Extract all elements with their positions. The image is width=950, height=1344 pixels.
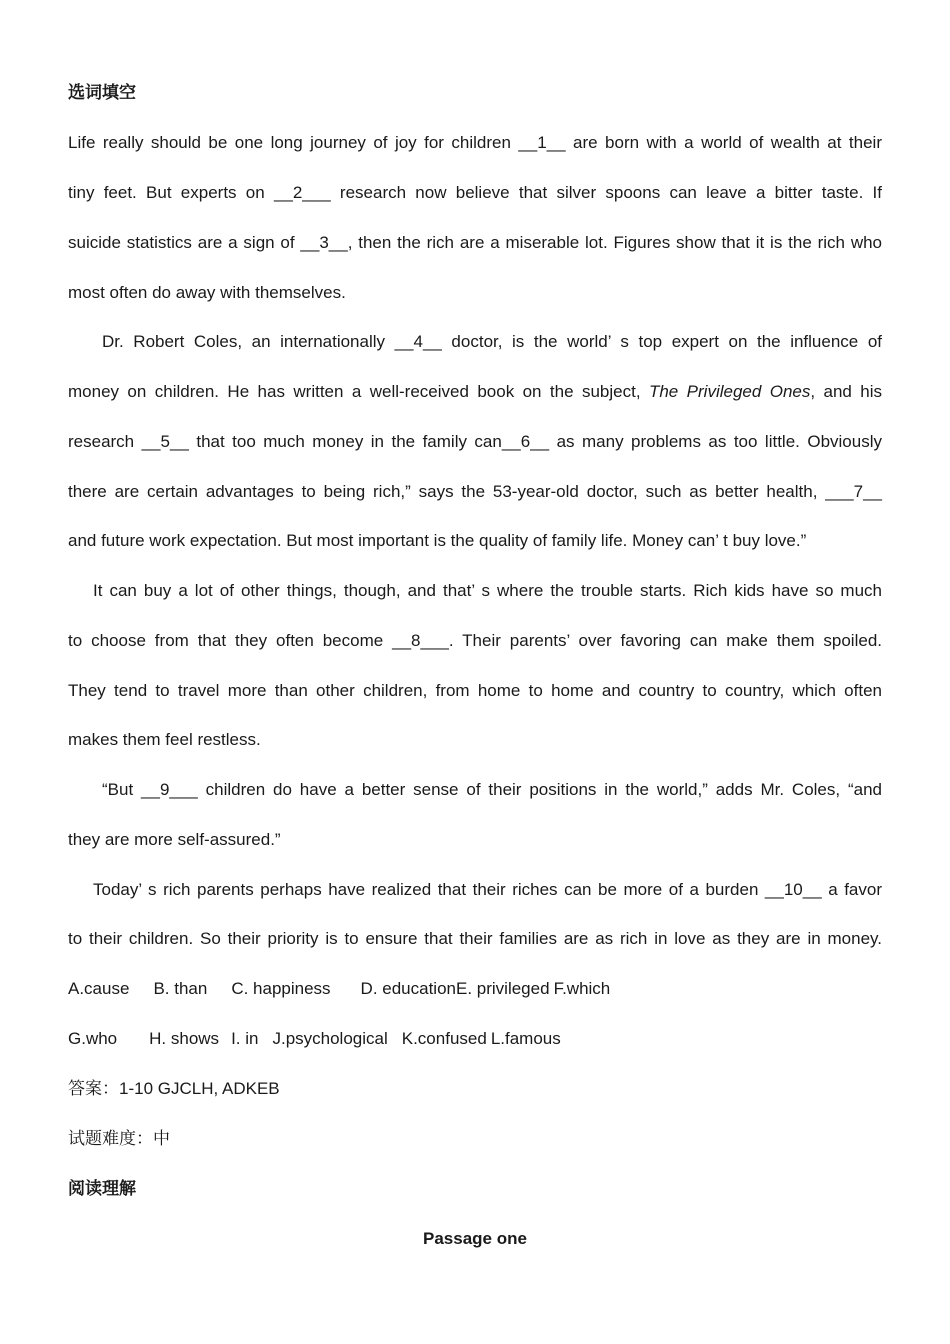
paragraph-3-line-3: They tend to travel more than other children, from home to home and country to country, which often [68, 681, 882, 700]
option-l: L.famous [490, 1029, 561, 1048]
book-title: The Privileged Ones [648, 382, 811, 401]
paragraph-4-line-2: they are more self-assured.” [68, 830, 281, 849]
paragraph-5-line-1: Today’ s rich parents perhaps have realized that their riches can be more of a burden __10__ a favor [93, 880, 882, 899]
paragraph-1-line-2: tiny feet. But experts on __2___ research now believe that silver spoons can leave a bitter taste. If [68, 183, 882, 202]
paragraph-1-line-1: Life really should be one long journey of joy for children __1__ are born with a world of wealth at their [68, 133, 882, 152]
section-title-cloze: 选词填空 [68, 83, 136, 102]
option-a: A.cause [68, 979, 130, 998]
option-j: J.psychological [272, 1029, 388, 1048]
paragraph-2-line-3: research __5__ that too much money in the family can__6__ as many problems as too little. Obviously [68, 432, 882, 451]
option-g: G.who [68, 1029, 118, 1048]
paragraph-2-line-4: there are certain advantages to being rich,” says the 53-year-old doctor, such as better health, ___7__ [68, 482, 882, 501]
paragraph-3-line-1: It can buy a lot of other things, though, and that’ s where the trouble starts. Rich kids have so much [93, 581, 882, 600]
option-h: H. shows [149, 1029, 220, 1048]
option-b: B. than [153, 979, 208, 998]
option-f: F.which [553, 979, 611, 998]
options-row-2 [68, 1024, 882, 1054]
answer-key: 答案：1-10 GJCLH, ADKEB [68, 1079, 280, 1098]
options-row-1 [68, 974, 882, 1004]
paragraph-1-line-4: most often do away with themselves. [68, 283, 346, 302]
paragraph-3-line-4: makes them feel restless. [68, 730, 261, 749]
option-c: C. happiness [231, 979, 331, 998]
option-d-e: D. educationE. privileged [360, 979, 550, 998]
paragraph-2-text-a: money on children. He has written a well-received book on the subject, [68, 382, 649, 401]
section-title-reading: 阅读理解 [68, 1179, 136, 1198]
paragraph-3-line-2: to choose from that they often become __8___. Their parents’ over favoring can make them spoiled. [68, 631, 882, 650]
paragraph-2-line-1: Dr. Robert Coles, an internationally __4__ doctor, is the world’ s top expert on the influence of [102, 332, 882, 351]
difficulty: 试题难度：中 [68, 1129, 170, 1148]
paragraph-1-line-3: suicide statistics are a sign of __3__, then the rich are a miserable lot. Figures show that it is the rich who [68, 233, 882, 252]
option-i: I. in [231, 1029, 259, 1048]
option-k: K.confused [401, 1029, 487, 1048]
paragraph-4-line-1: “But __9___ children do have a better sense of their positions in the world,” adds Mr. Coles, “and [102, 780, 882, 799]
paragraph-2-line-5: and future work expectation. But most important is the quality of family life. Money can’ t buy love.” [68, 531, 807, 550]
passage-title: Passage one [423, 1229, 527, 1248]
paragraph-2-line-2 [68, 377, 882, 407]
paragraph-5-line-2: to their children. So their priority is to ensure that their families are as rich in love as they are in money. [68, 929, 882, 948]
paragraph-2-text-c: , and his [810, 382, 883, 401]
